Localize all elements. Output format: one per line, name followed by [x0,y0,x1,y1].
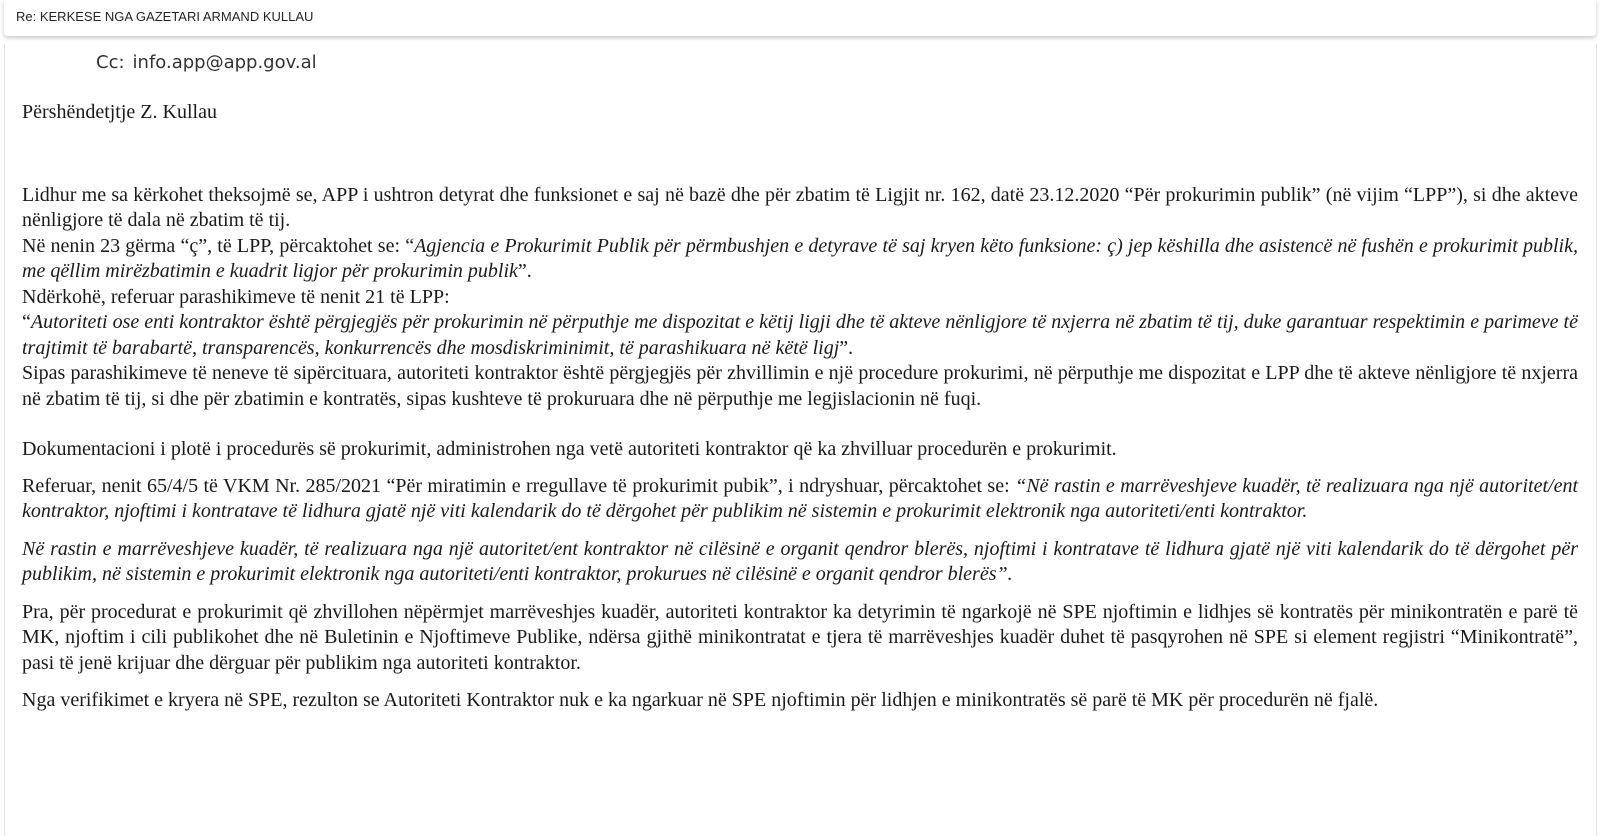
article-21-close: ”. [839,336,854,359]
article-21-quote: Autoriteti ose enti kontraktor është përgjegjës për prokurimin në përputhje me dispozitat e këtij ligji dhe të akteve nënligjore të nxjerra në zbatim të tij, duke garantuar respektimin e parimeve të trajtimit të barabartë, transparencës, konkurrencës dhe mosdiskriminimit, të parashikuara në këtë ligj [22,311,1578,359]
article-21-open: “ [22,311,31,333]
cc-address[interactable]: info.app@app.gov.al [132,52,317,73]
vkm-quote: “Në rastin e marrëveshjeve kuadër, të realizuara nga një autoritet/ent kontraktor, njoftimi i kontratave të lidhura gjatë një viti kalendarik do të dërgohet për publikim në sistemin e prokurimit elektronik nga autoriteti/enti kontraktor. [22,474,1579,522]
email-body [22,100,1578,714]
cc-label: Cc: [96,52,125,73]
paragraph-article-21-intro: Ndërkohë, referuar parashikimeve të nenit 21 të LPP: [22,285,450,308]
paragraph-article-23 [22,234,1578,285]
paragraph-documentation: Dokumentacioni i plotë i procedurës së prokurimit, administrohen nga vetë autoriteti kontraktor që ka zhvilluar procedurën e prokurimit. [22,438,1117,460]
cc-line [96,52,317,73]
vkm-intro: Referuar, nenit 65/4/5 të VKM Nr. 285/2021 “Për miratimin e rregullave të prokurimit pubik”, i ndryshuar, përcaktohet se: [22,474,1016,497]
paragraph-verification: Nga verifikimet e kryera në SPE, rezulton se Autoriteti Kontraktor nuk e ka ngarkuar në SPE njoftimin për lidhjen e minikontratës së parë të MK për procedurën në fjalë. [22,689,1379,711]
paragraph-vkm-reference [22,474,1578,525]
paragraph-responsibility: Sipas parashikimeve të neneve të sipërcituara, autoriteti kontraktor është përgjegjës për zhvillimin e një procedure prokurimi, në përputhje me dispozitat e LPP dhe të akteve nënligjore të nxjerra në zbatim të tij, si dhe për zbatimin e kontratës, sipas kushteve të prokuruara dhe në përputhje me legjislacionin në fuqi. [22,362,1578,410]
article-23-close: ”. [517,260,532,282]
article-23-intro: Në nenin 23 gërma “ç”, të LPP, përcaktohet se: “ [22,234,415,257]
paragraph-article-21-quote [22,310,1578,361]
greeting: Përshëndetjtje Z. Kullau [22,101,217,123]
email-subject: Re: KERKESE NGA GAZETARI ARMAND KULLAU [16,9,314,24]
paragraph-central-purchasing: Në rastin e marrëveshjeve kuadër, të realizuara nga një autoritet/ent kontraktor në cilësinë e organit qendror blerës, njoftimi i kontratave të lidhura gjatë një viti kalendarik do të dërgohet për publikim, në sistemin e prokurimit elektronik nga autoriteti/enti kontraktor, prokurues në cilësinë e organit qendror blerës”. [22,537,1578,585]
paragraph-law-reference: Lidhur me sa kërkohet theksojmë se, APP i ushtron detyrat dhe funksionet e saj në bazë dhe për zbatim të Ligjit nr. 162, datë 23.12.2020 “Për prokurimin publik” (në vijim “LPP”), si dhe akteve nënligjore të dala në zbatim të tij. [22,183,1578,231]
paragraph-framework-procedures: Pra, për procedurat e prokurimit që zhvillohen nëpërmjet marrëveshjes kuadër, autoriteti kontraktor ka detyrimin të ngarkojë në SPE njoftimin e lidhjes së kontratës për minikontratën e parë të MK, njoftim i cili publikohet dhe në Buletinin e Njoftimeve Publike, ndërsa gjithë minikontratat e tjera të marrëveshjes kuadër duhet të pasqyrohen në SPE si element regjistri “Minikontratë”, pasi të jenë krijuar dhe dërguar për publikim nga autoriteti kontraktor. [22,600,1578,674]
article-23-quote: Agjencia e Prokurimit Publik për përmbushjen e detyrave të saj kryen këto funksione: ç) jep këshilla dhe asistencë në fushën e prokurimit publik, me qëllim mirëzbatimin e kuadrit ligjor për prokurimin publik [22,234,1578,282]
email-subject-bar [4,0,1596,36]
